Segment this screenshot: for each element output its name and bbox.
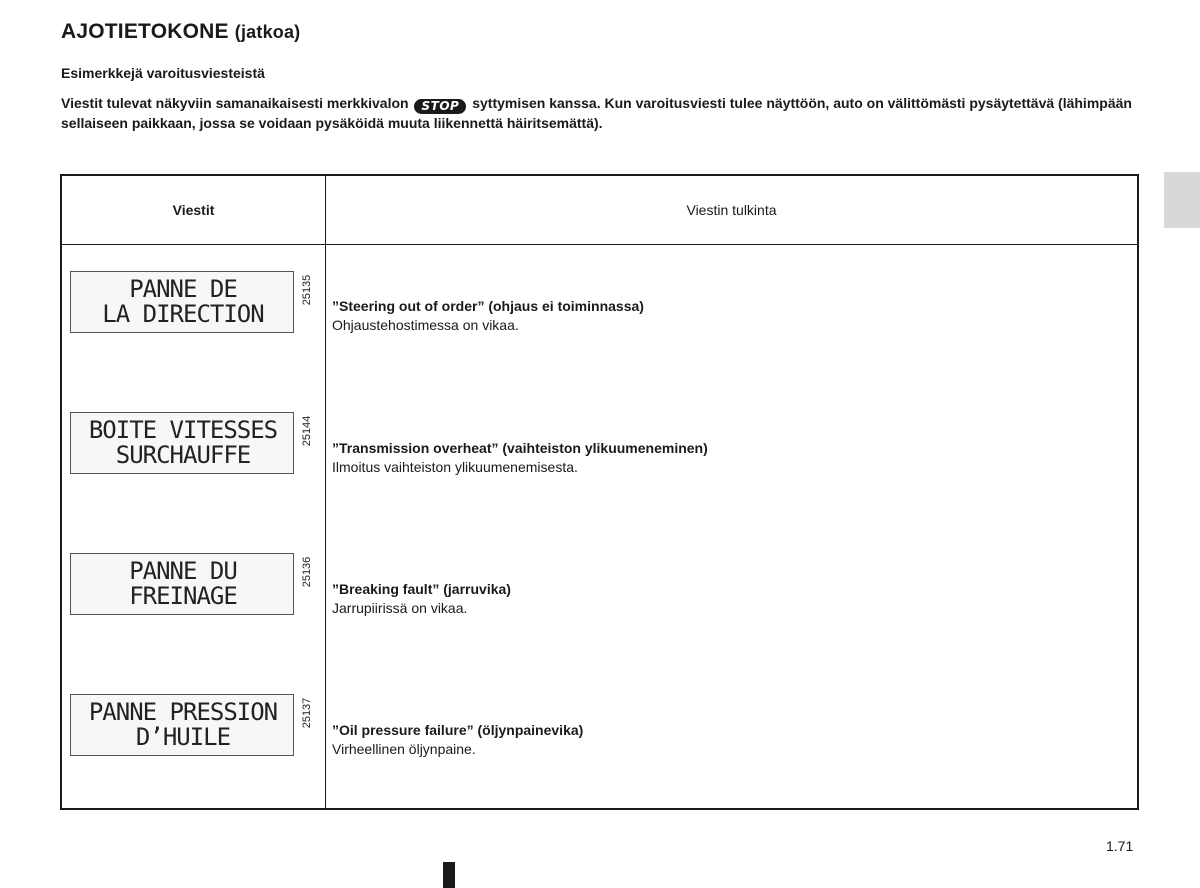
header-divider [62, 244, 1137, 245]
title-suffix: (jatkoa) [234, 22, 301, 42]
display-panel [70, 271, 294, 333]
message-text: Ohjaustehostimessa on vikaa. [332, 317, 519, 333]
stop-warning-light-icon: STOP [414, 99, 466, 114]
figure-code: 25144 [301, 415, 313, 447]
figure-code: 25136 [301, 556, 313, 588]
display-text [71, 695, 294, 755]
page-number: 1.71 [1106, 838, 1134, 854]
intro-text-before: Viestit tulevat näkyviin samanaikaisesti merkkivalon [61, 95, 409, 111]
display-line: SURCHAUFFE [115, 441, 251, 469]
message-description [332, 439, 1112, 477]
message-text: Ilmoitus vaihteiston ylikuumenemisesta. [332, 459, 578, 475]
chapter-tab [1164, 172, 1200, 228]
figure-code: 25137 [301, 697, 313, 729]
display-line: BOITE VITESSES [88, 416, 278, 444]
title-main: AJOTIETOKONE [61, 20, 229, 43]
display-line: LA DIRECTION [102, 300, 264, 328]
header-messages: Viestit [172, 202, 215, 218]
display-panel [70, 694, 294, 756]
message-heading: ”Breaking fault” (jarruvika) [332, 581, 511, 597]
figure-code: 25135 [301, 274, 313, 306]
intro-text-after: syttymisen kanssa. Kun varoitusviesti tulee näyttöön, auto on välittömästi pysäytettävä (lähimpään sellaiseen paikkaan, jossa se voidaan pysäköidä muuta liikennettä häiritsemättä). [61, 95, 1132, 131]
message-heading: ”Transmission overheat” (vaihteiston ylikuumeneminen) [332, 440, 708, 456]
message-description [332, 580, 1112, 618]
message-text: Jarrupiirissä on vikaa. [332, 600, 468, 616]
display-text [71, 272, 294, 332]
intro-paragraph [61, 94, 1151, 133]
display-line: FREINAGE [129, 582, 237, 610]
page-marker [443, 862, 455, 888]
display-text [71, 413, 294, 473]
display-text [71, 554, 294, 614]
message-text: Virheellinen öljynpaine. [332, 741, 476, 757]
display-line: PANNE DE [129, 275, 237, 303]
display-panel [70, 553, 294, 615]
display-line: PANNE DU [129, 557, 237, 585]
display-line: PANNE PRESSION [88, 698, 278, 726]
column-divider [325, 176, 326, 808]
display-line: D’HUILE [135, 723, 231, 751]
message-heading: ”Oil pressure failure” (öljynpainevika) [332, 722, 584, 738]
section-heading: Esimerkkejä varoitusviesteistä [61, 65, 265, 81]
message-description [332, 297, 1112, 335]
header-interpretation: Viestin tulkinta [686, 202, 777, 218]
message-description [332, 721, 1112, 759]
warning-messages-table [60, 174, 1139, 810]
message-heading: ”Steering out of order” (ohjaus ei toiminnassa) [332, 298, 644, 314]
page-title [61, 20, 300, 44]
display-panel [70, 412, 294, 474]
